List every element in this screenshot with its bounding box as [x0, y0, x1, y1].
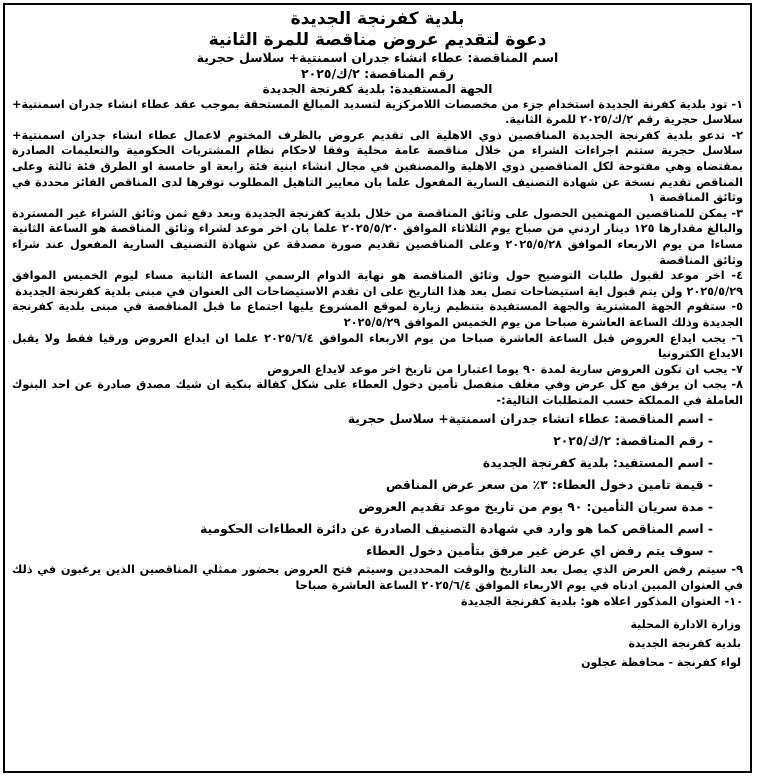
signature-ministry: وزارة الادارة المحلية	[630, 618, 741, 632]
tender-number: رقم المناقصة: ٢/ك/٢٠٢٥	[301, 65, 454, 81]
invitation-title: دعوة لتقديم عروض مناقصة للمرة الثانية	[208, 29, 547, 50]
paragraph-5: ٥- ستقوم الجهة المشترية والجهة المستفيدة بتنظيم زيارة لموقع المشروع يليها اجتماع ما قبل المناقصة في مبنى بلدية كفرنجة الجديدة وذلك الساعة العاشرة صباحا من يوم الخميس الموافق ٢٠٢٥/٥/٢٩	[12, 300, 743, 329]
announcement-header	[12, 9, 743, 97]
municipality-title: بلدية كفرنجة الجديدة	[290, 9, 465, 29]
signature-block	[12, 615, 743, 672]
paragraph-9: ٩- سيتم رفض العرض الذي يصل بعد التاريخ والوقت المحددين وسيتم فتح العروض بحضور ممثلي المناقصين الذين يرغبون في ذلك في العنوان المبين ادناه في يوم الاربعاء الموافق ٢٠٢٥/٦/٤ الساعة العاشرة صباحا	[12, 563, 743, 593]
paragraph-4: ٤- اخر موعد لقبول طلبات التوضيح حول وثائق المناقصة هو نهاية الدوام الرسمي الساعة الثانية مساء ليوم الخميس الموافق ٢٠٢٥/٥/٢٩ ولن يتم قبول اية استيضاحات تصل بعد هذا التاريخ على ان تقدم الاستيضاحات الى العنوان في مبنى بلدية كفرنجة الجديدة	[12, 269, 743, 298]
announcement-frame	[3, 3, 752, 773]
paragraph-2: ٢- تدعو بلدية كفرنجة الجديدة المناقصين ذوي الاهلية الى تقديم عروض بالظرف المختوم لاعمال عطاء انشاء جدران اسمنتية+ سلاسل حجرية ستتم اجراءات الشراء من خلال مناقصة عامة محلية وفقا لاحكام نظام المشتريات الحكومية والتعليمات الصادرة بمقتضاه وهي مفتوحة لكل المناقصين ذوي الاهلية والمصنفين في مجال انشاء ابنية فئة رابعة او خامسة او الطرق فئة ثالثة وعلى المناقص تقديم نسخة عن شهادة التصنيف السارية المفعول علما بان معايير التاهيل المطلوب توفرها لدى المناقص الفائز محددة في وثائق المناقصة ١	[12, 128, 743, 205]
paragraphs	[12, 97, 743, 409]
requirements-list	[12, 408, 743, 562]
paragraph-7: ٧- يجب ان تكون العروض سارية لمدة ٩٠ يوما اعتبارا من تاريخ اخر موعد لايداع العروض	[267, 362, 743, 376]
paragraph-6: ٦- يجب ايداع العروض قبل الساعة العاشرة صباحا من يوم الاربعاء الموافق ٢٠٢٥/٦/٤ علما ان ايداع العروض ورقيا فقط ولا يقبل الايداع الكترونيا	[12, 331, 743, 361]
signature-municipality: بلدية كفرنجة الجديدة	[628, 637, 741, 651]
requirement-item: - رقم المناقصة: ٢/ك/٢٠٢٥	[553, 434, 713, 449]
beneficiary: الجهة المستفيدة: بلدية كفرنجة الجديدة	[262, 81, 493, 96]
paragraph-8: ٨- يجب ان يرفق مع كل عرض وفي مغلف منفصل تأمين دخول العطاء على شكل كفالة بنكية ان شيك مصدق صادرة عن احد البنوك العاملة في المملكة حسب المتطلبات التالية:-	[12, 378, 743, 407]
paragraph-1: ١- تود بلدية كفرنة الجديدة استخدام جزء من مخصصات اللامركزية لتسديد المبالغ المستحقة بموجب عقد عطاء انشاء جدران اسمنتية+ سلاسل حجرية رقم ٢/ك/٢٠٢٥ للمرة الثانية.	[12, 97, 743, 127]
requirement-item: - اسم المناقص كما هو وارد في شهادة التصنيف الصادرة عن دائرة العطاءات الحكومية	[200, 522, 713, 537]
closing-paragraphs	[12, 562, 743, 609]
requirement-item: - قيمة تامين دخول العطاء: ٣٪ من سعر عرض المناقص	[386, 478, 713, 493]
tender-announcement	[5, 5, 750, 672]
paragraph-3: ٣- يمكن للمناقصين المهتمين الحصول على وثائق المناقصة من خلال بلدية كفرنجة الجديدة وبعد دفع ثمن وثائق الشراء غير المستردة والبالغ مقدارها ١٢٥ دينار اردني من صباح يوم الثلاثاء الموافق ٢٠٢٥/٥/٢٠ علما بان اخر موعد لشراء وثائق المناقصة هو الساعة الثانية مساءا من يوم الاربعاء الموافق ٢٠٢٥/٥/٢٨ وعلى المناقصين تقديم صورة مصدقة عن شهادة التصنيف السارية المفعول عند شراء وثائق المناقصة	[12, 206, 744, 267]
paragraph-10: ١٠- العنوان المذكور اعلاه هو: بلدية كفرنجة الجديدة	[460, 594, 743, 608]
signature-district: لواء كفرنجة - محافظة عجلون	[581, 656, 741, 670]
requirement-item: - سوف يتم رفض اي عرض غير مرفق بتأمين دخول العطاء	[366, 544, 713, 559]
requirement-item: - مدة سريان التأمين: ٩٠ يوم من تاريخ موعد تقديم العروض	[358, 500, 713, 515]
requirement-item: - اسم المستفيد: بلدية كفرنجة الجديدة	[482, 456, 713, 471]
tender-name: اسم المناقصة: عطاء انشاء جدران اسمنتية+ سلاسل حجرية	[196, 50, 559, 66]
requirement-item: - اسم المناقصة: عطاء انشاء جدران اسمنتية+ سلاسل حجرية	[347, 412, 713, 427]
